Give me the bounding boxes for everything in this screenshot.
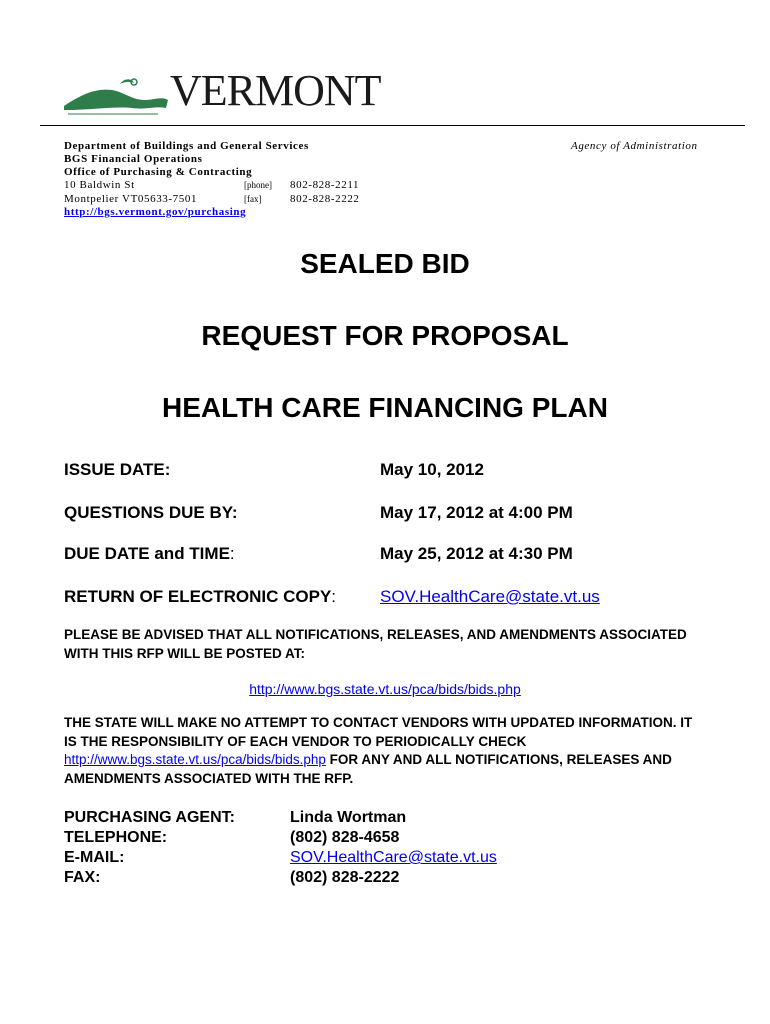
title-sealed-bid: SEALED BID: [300, 248, 470, 279]
telephone-value: (802) 828-4658: [290, 829, 400, 846]
due-date-label-text: DUE DATE and TIME: [64, 544, 230, 563]
purchasing-url-link[interactable]: http://bgs.vermont.gov/purchasing: [64, 206, 247, 218]
email-label: E-MAIL:: [64, 849, 125, 866]
telephone-label: TELEPHONE:: [64, 829, 168, 846]
return-copy-colon: :: [331, 587, 337, 606]
city-address: Montpelier VT05633-7501: [64, 193, 198, 205]
notice-text-part1: THE STATE WILL MAKE NO ATTEMPT TO CONTACT VENDORS WITH UPDATED INFORMATION. IT IS THE RESPONSIBILITY OF EACH VENDOR TO PERIODICALLY CHECK: [64, 715, 693, 749]
logo-wordmark: VERMONT: [170, 66, 381, 115]
email-link[interactable]: SOV.HealthCare@state.vt.us: [290, 849, 497, 866]
fax-number: 802-828-2222: [290, 193, 360, 205]
questions-due-label: QUESTIONS DUE BY:: [64, 503, 238, 522]
agent-label: PURCHASING AGENT:: [64, 809, 235, 826]
header-divider: [40, 125, 745, 126]
title-request-for-proposal: REQUEST FOR PROPOSAL: [201, 320, 569, 351]
street-address: 10 Baldwin St: [64, 179, 135, 191]
department-name: Department of Buildings and General Services: [64, 140, 309, 152]
due-date-value: May 25, 2012 at 4:30 PM: [380, 544, 573, 563]
notice-text-part2: FOR ANY AND ALL NOTIFICATIONS, RELEASES AND AMENDMENTS ASSOCIATED WITH THE RFP.: [64, 752, 672, 786]
posting-notice: PLEASE BE ADVISED THAT ALL NOTIFICATIONS, RELEASES, AND AMENDMENTS ASSOCIATED WITH THIS RFP WILL BE POSTED AT:: [64, 627, 687, 661]
fax-contact-label: FAX:: [64, 869, 101, 886]
questions-due-value: May 17, 2012 at 4:00 PM: [380, 503, 573, 522]
issue-date-value: May 10, 2012: [380, 460, 484, 479]
return-copy-label-text: RETURN OF ELECTRONIC COPY: [64, 587, 332, 606]
phone-number: 802-828-2211: [290, 179, 360, 191]
agent-name: Linda Wortman: [290, 809, 407, 826]
fax-label: [fax]: [244, 194, 262, 204]
return-copy-label: [64, 587, 336, 607]
agency-name: Agency of Administration: [571, 140, 698, 152]
bids-url-link[interactable]: http://www.bgs.state.vt.us/pca/bids/bids.php: [249, 681, 521, 697]
vendor-responsibility-notice: [64, 714, 704, 788]
return-email-link[interactable]: SOV.HealthCare@state.vt.us: [380, 587, 600, 606]
bids-url-line: [0, 681, 770, 697]
due-date-colon: :: [229, 544, 235, 563]
office-name: Office of Purchasing & Contracting: [64, 166, 253, 178]
notice-bids-link[interactable]: http://www.bgs.state.vt.us/pca/bids/bids.php: [64, 752, 326, 767]
phone-label: [phone]: [244, 180, 272, 190]
due-date-label: [64, 544, 235, 564]
financial-operations: BGS Financial Operations: [64, 153, 203, 165]
title-health-care-plan: HEALTH CARE FINANCING PLAN: [162, 392, 608, 423]
fax-contact-value: (802) 828-2222: [290, 869, 400, 886]
issue-date-label: ISSUE DATE:: [64, 460, 171, 479]
